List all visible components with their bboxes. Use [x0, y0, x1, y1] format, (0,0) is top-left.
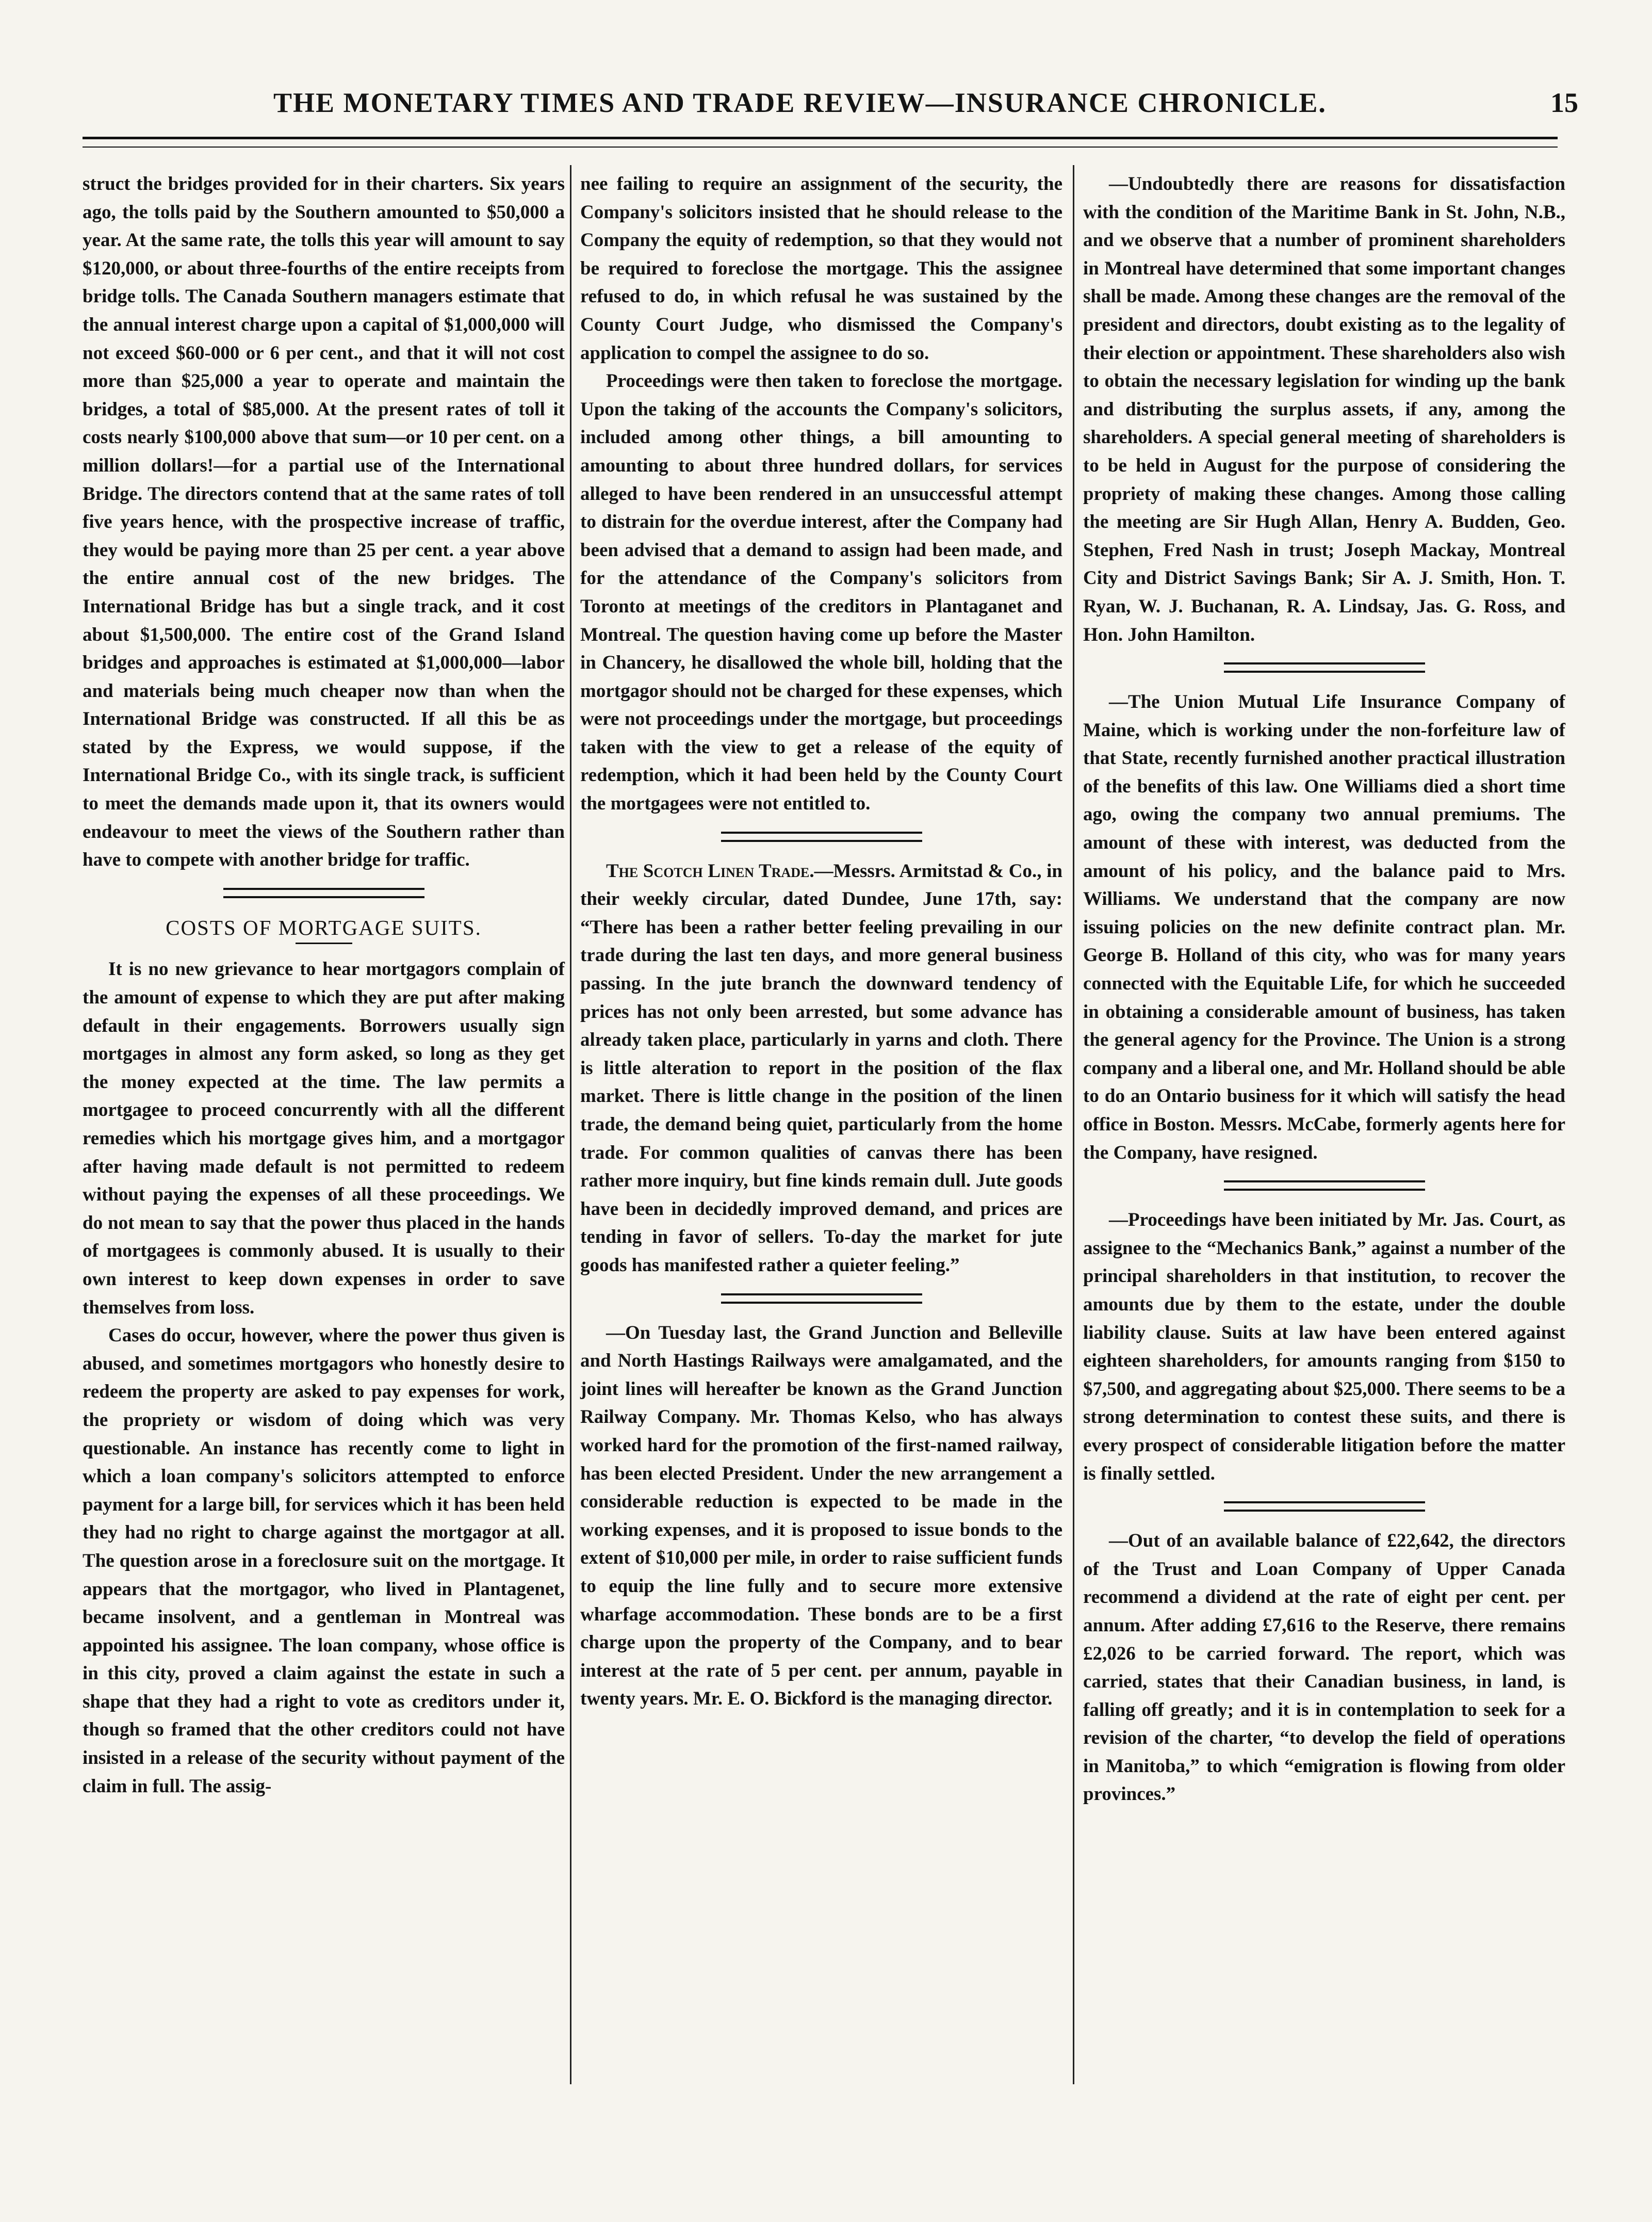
article-paragraph — [580, 857, 1062, 1280]
running-title: THE MONETARY TIMES AND TRADE REVIEW—INSURANCE CHRONICLE. — [273, 87, 1327, 118]
article-paragraph: Cases do occur, however, where the power thus given is abused, and sometimes mortgagors who honestly desire to redeem the property are asked to pay expenses for work, the propriety or wisdom of doing which was very questionable. An instance has recently come to light in which a loan company's solicitors attempted to enforce payment for a large bill, for services which it has been held they had no right to charge against the mortgagor at all. The question arose in a foreclosure suit on the mortgage. It appears that the mortgagor, who lived in Plantagenet, became insolvent, and a gentleman in Montreal was appointed his assignee. The loan company, whose office is in this city, proved a claim against the estate in such a shape that they had a right to vote as creditors under it, though so framed that the other creditors could not have insisted in a release of the security without payment of the claim in full. The assig- — [83, 1325, 565, 1797]
column-2 — [580, 170, 1062, 1713]
article-paragraph: Proceedings were then taken to foreclose the mortgage. Upon the taking of the accounts the Company's solicitors, included among other things, a bill amounting to amounting to about three hundred dollars, for services alleged to have been rendered in an unsuccessful attempt to distrain for the overdue interest, after the Company had been advised that a demand to assign had been made, and for the attendance of the Company's solicitors from Toronto at meetings of the creditors in Plantaganet and Montreal. The question having come up before the Master in Chancery, he disallowed the whole bill, holding that the mortgagor should not be charged for these expenses, which were not proceedings under the mortgage, but proceedings taken with the view to get a release of the equity of redemption, which it had been held by the County Court the mortgagees were not entitled to. — [580, 370, 1062, 815]
article-paragraph: —Out of an available balance of £22,642, the directors of the Trust and Loan Company of Upper Canada recommend a dividend at the rate of eight per cent. per annum. After adding £7,616 to the Reserve, there remains £2,026 to be carried forward. The report, which was carried, states that their Canadian business, in land, is falling off greatly; and it is in contemplation to seek for a revision of the charter, “to develop the field of operations in Manitoba,” to which “emigration is flowing from older provinces.” — [1083, 1530, 1565, 1805]
item-text: —Messrs. Armitstad & Co., in their weekly circular, dated Dundee, June 17th, say: “There has been a rather better feeling prevailing in our trade during the last ten days, and more general business passing. In the jute branch the downward tendency of prices has not only been arrested, but some advance has already taken place, particularly in yarns and cloth. There is little alteration to report in the position of the flax market. There is little change in the position of the linen trade, the demand being quiet, particularly from the home trade. For common qualities of canvas there has been rather more inquiry, but fine kinds remain dull. Jute goods have been in decidedly improved demand, and prices are tending in favor of sellers. To-day the market for jute goods has manifested rather a quieter feeling.” — [580, 860, 1062, 1276]
article-paragraph: nee failing to require an assignment of the security, the Company's solicitors insisted that he should release to the Company the equity of redemption, so that they would not be required to foreclose the mortgage. This the assignee refused to do, in which refusal he was sustained by the County Court Judge, who dismissed the Company's application to compel the assignee to do so. — [580, 173, 1062, 364]
column-1 — [83, 170, 565, 1801]
column-divider — [570, 165, 571, 2084]
column-3 — [1083, 170, 1565, 1809]
section-separator — [223, 888, 424, 898]
header-rule — [83, 137, 1558, 148]
section-heading: COSTS OF MORTGAGE SUITS. — [166, 915, 482, 939]
section-separator — [1224, 662, 1425, 673]
section-separator — [721, 832, 922, 842]
section-separator — [1224, 1180, 1425, 1191]
article-paragraph: —On Tuesday last, the Grand Junction and Belleville and North Hastings Railways were amalgamated, and the joint lines will hereafter be known as the Grand Junction Railway Company. Mr. Thomas Kelso, who has always worked hard for the promotion of the first-named railway, has been elected President. Under the new arrangement a considerable reduction is expected to be made in the working expenses, and it is proposed to issue bonds to the extent of $10,000 per mile, in order to raise sufficient funds to equip the line fully and to secure more extensive wharfage accommodation. These bonds are to be a first charge upon the property of the Company, and to bear interest at the rate of 5 per cent. per annum, payable in twenty years. Mr. E. O. Bickford is the managing director. — [580, 1322, 1062, 1710]
article-paragraph: struct the bridges provided for in their charters. Six years ago, the tolls paid by the Southern amounted to $50,000 a year. At the same rate, the tolls this year will amount to say $120,000, or about three-fourths of the entire receipts from bridge tolls. The Canada Southern managers estimate that the annual interest charge upon a capital of $1,000,000 will not exceed $60-000 or 6 per cent., and that it will not cost more than $25,000 a year to operate and maintain the bridges, a total of $85,000. At the present rates of toll it costs nearly $100,000 above that sum—or 10 per cent. on a million dollars!—for a partial use of the International Bridge. The directors contend that at the same rates of toll five years hence, with the prospective increase of traffic, they would be paying more than 25 per cent. a year above the entire annual cost of the new bridges. The International Bridge has but a single track, and it cost about $1,500,000. The entire cost of the Grand Island bridges and approaches is estimated at $1,000,000—labor and materials being much cheaper now than when the International Bridge was constructed. If all this be as stated by the Express, we would suppose, if the International Bridge Co., with its single track, is sufficient to meet the demands made upon it, that its owners would endeavour to meet the views of the Southern rather than have to compete with another bridge for traffic. — [83, 173, 565, 871]
article-paragraph: —The Union Mutual Life Insurance Company of Maine, which is working under the non-forfeiture law of that State, recently furnished another practical illustration of the benefits of this law. One Williams died a short time ago, owing the company two annual premiums. The amount of these with interest, was deducted from the amount of his policy, and the balance paid to Mrs. Williams. We understand that the company are now issuing policies on the new definite contract plan. Mr. George B. Holland of this city, who was for many years connected with the Equitable Life, for which he succeeded in obtaining a considerable amount of business, has taken the general agency for the Province. The Union is a strong company and a liberal one, and Mr. Holland should be able to do an Ontario business for it which will satisfy the head office in Boston. Messrs. McCabe, formerly agents here for the Company, have resigned. — [1083, 691, 1565, 1163]
heading-rule — [296, 943, 352, 944]
article-paragraph: —Undoubtedly there are reasons for dissatisfaction with the condition of the Maritime Bank in St. John, N.B., and we observe that a number of prominent shareholders in Montreal have determined that some important changes shall be made. Among these changes are the removal of the president and directors, doubt existing as to the legality of their election or appointment. These shareholders also wish to obtain the necessary legislation for winding up the bank and distributing the surplus assets, if any, among the shareholders. A special general meeting of shareholders is to be held in August for the purpose of considering the propriety of making these changes. Among those calling the meeting are Sir Hugh Allan, Henry A. Budden, Geo. Stephen, Fred Nash in trust; Joseph Mackay, Montreal City and District Savings Bank; Sir A. J. Smith, Hon. T. Ryan, W. J. Buchanan, R. A. Lindsay, Jas. G. Ross, and Hon. John Hamilton. — [1083, 173, 1565, 645]
article-paragraph: —Proceedings have been initiated by Mr. Jas. Court, as assignee to the “Mechanics Bank,” against a number of the principal shareholders in that institution, to recover the amounts due by them to the estate, under the double liability clause. Suits at law have been entered against eighteen shareholders, for amounts ranging from $150 to $7,500, and aggregating about $25,000. There seems to be a strong determination to contest these suits, and there is every prospect of considerable litigation before the matter is finally settled. — [1083, 1209, 1565, 1484]
column-divider — [1073, 165, 1074, 2084]
item-lead-heading: The Scotch Linen Trade. — [606, 860, 814, 882]
section-separator — [721, 1293, 922, 1304]
section-separator — [1224, 1501, 1425, 1512]
page-number: 15 — [1550, 87, 1578, 118]
article-paragraph: It is no new grievance to hear mortgagors complain of the amount of expense to which they are put after making default in their engagements. Borrowers usually sign mortgages in almost any form asked, so long as they get the money expected at the time. The law permits a mortgagee to proceed concurrently with all the different remedies which his mortgage gives him, and a mortgagor after having made default is not permitted to redeem without paying the expenses of all these proceedings. We do not mean to say that the power thus placed in the hands of mortgagees is commonly abused. It is usually to their own interest to keep down expenses in order to save themselves from loss. — [83, 959, 565, 1318]
page-header — [83, 77, 1578, 139]
